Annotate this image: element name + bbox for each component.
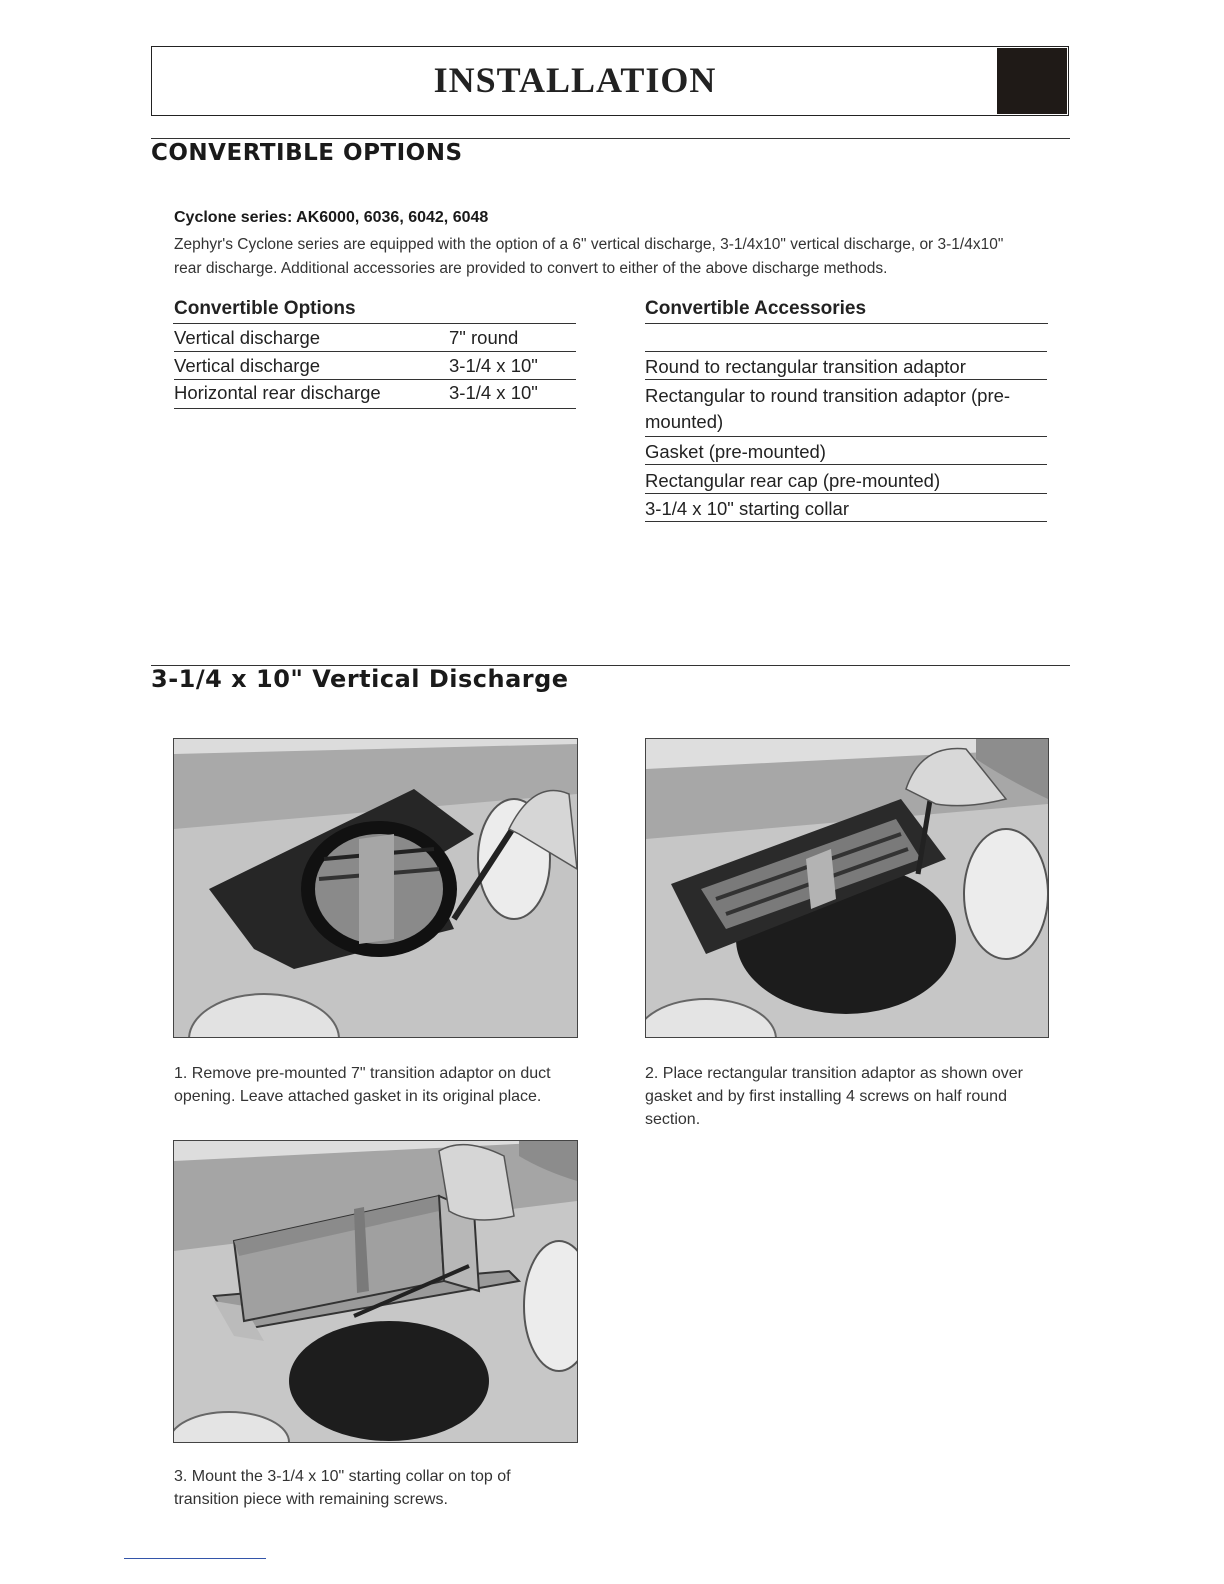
intro-paragraph: Zephyr's Cyclone series are equipped with the option of a 6" vertical discharge, 3-1/4x10" vertical discharge, or 3-1/4x10" rear discharge. Additional accessories are provided to convert to either of the above discharge methods.	[174, 236, 1004, 277]
options-row	[174, 382, 576, 409]
series-models: : AK6000, 6036, 6042, 6048	[286, 209, 489, 226]
option-size: 3-1/4 x 10"	[449, 355, 538, 376]
page-title: INSTALLATION	[433, 60, 717, 100]
options-heading: Convertible Options	[174, 298, 356, 319]
option-size: 3-1/4 x 10"	[449, 382, 538, 403]
option-name: Horizontal rear discharge	[174, 382, 381, 403]
option-size: 7" round	[449, 327, 519, 348]
options-row	[174, 327, 576, 352]
accessory-item: Rectangular to round transition adaptor (pre-mounted)	[645, 383, 1047, 437]
footer-link-rule	[124, 1558, 266, 1559]
options-row	[174, 355, 576, 380]
accessory-item: 3-1/4 x 10" starting collar	[645, 496, 1047, 522]
option-name: Vertical discharge	[174, 355, 321, 376]
accessories-head-rule	[645, 323, 1048, 324]
step-3-photo	[173, 1140, 578, 1443]
series-label: Cyclone series	[174, 209, 287, 226]
accessory-item: Gasket (pre-mounted)	[645, 439, 1047, 465]
header-box	[151, 46, 1069, 116]
section-rule	[151, 138, 1070, 139]
header-tab-block	[997, 48, 1067, 114]
step-2-photo	[645, 738, 1049, 1038]
step-1-caption: 1. Remove pre-mounted 7" transition adaptor on duct opening. Leave attached gasket in its original place.	[174, 1065, 551, 1105]
accessory-item	[645, 326, 1047, 352]
accessory-item: Round to rectangular transition adaptor	[645, 354, 1047, 380]
section-title-vertical-discharge: 3-1/4 x 10" Vertical Discharge	[151, 665, 569, 693]
options-head-rule	[173, 323, 576, 324]
option-name: Vertical discharge	[174, 327, 321, 348]
section-title-convertible-options: CONVERTIBLE OPTIONS	[151, 140, 463, 166]
step-2-caption: 2. Place rectangular transition adaptor as shown over gasket and by first installing 4 screws on half round section.	[645, 1065, 1023, 1128]
accessory-item: Rectangular rear cap (pre-mounted)	[645, 468, 1047, 494]
series-line	[174, 209, 488, 227]
step-1-photo	[173, 738, 578, 1038]
accessories-heading: Convertible Accessories	[645, 298, 867, 319]
step-3-caption: 3. Mount the 3-1/4 x 10" starting collar on top of transition piece with remaining screws.	[174, 1468, 511, 1508]
